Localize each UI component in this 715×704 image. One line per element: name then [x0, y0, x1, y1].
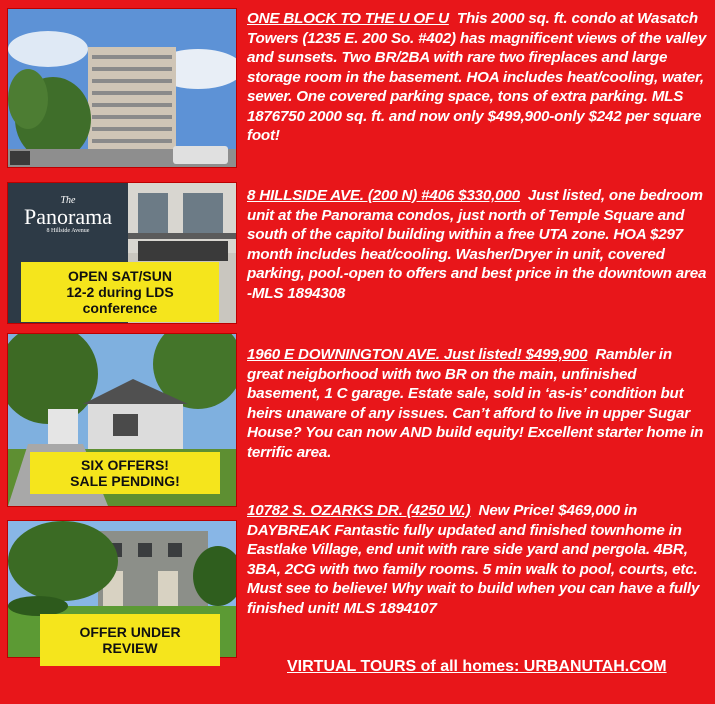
- sign-the: The: [60, 195, 76, 206]
- listing-heading: 8 HILLSIDE AVE. (200 N) #406 $330,000: [247, 187, 520, 204]
- listing-body: Rambler in great neigborhood with two BR on the main, unfinished basement, 1 C garage. Estate sale, sold in ‘as-is’ condition but heirs unaware of any issues. Can’t afford to live in upper Sugar House? You can now AND build equity! Excellent starter home in terrific area.: [247, 346, 704, 461]
- virtual-tours-link[interactable]: VIRTUAL TOURS of all homes: URBANUTAH.COM: [287, 658, 667, 675]
- tag-six-offers: [30, 452, 220, 494]
- tag-offer-under-review: [40, 614, 220, 666]
- listing-heading: ONE BLOCK TO THE U OF U: [247, 10, 449, 27]
- listing-downington: [247, 345, 707, 462]
- listing-ozarks: [247, 501, 707, 618]
- tag-line: SIX OFFERS!: [81, 457, 169, 473]
- tag-open-house: [21, 262, 219, 322]
- photo-wasatch-towers: [7, 8, 237, 168]
- listing-body: Just listed, one bedroom unit at the Panorama condos, just north of Temple Square and south of the capitol building within a free UTA zone. HOA $297 month includes heat/cooling. Washer/Dryer in unit, covered parking, pool.-open to offers and best price in the downtown area -MLS 1894308: [247, 187, 707, 302]
- listing-body: This 2000 sq. ft. condo at Wasatch Towers (1235 E. 200 So. #402) has magnificent views of the valley and sunsets. Two BR/2BA with rare two fireplaces and large storage room in the basement. HOA includes heat/cooling, water, sewer. One covered parking space, tons of extra parking. MLS 1876750 2000 sq. ft. and now only $499,900-only $242 per square foot!: [247, 10, 707, 144]
- listing-wasatch-towers: [247, 9, 707, 146]
- tag-line: OFFER UNDER: [79, 624, 181, 640]
- tag-line: 12-2 during LDS: [66, 284, 174, 300]
- tag-line: OPEN SAT/SUN: [68, 268, 172, 284]
- tag-line: SALE PENDING!: [70, 473, 180, 489]
- tag-line: conference: [82, 300, 158, 316]
- sign-address: 8 Hillside Avenue: [46, 228, 90, 234]
- listing-heading: 10782 S. OZARKS DR. (4250 W.): [247, 502, 471, 519]
- sign-name: Panorama: [24, 204, 112, 229]
- listing-hillside: [247, 186, 707, 303]
- listing-body: New Price! $469,000 in DAYBREAK Fantastic fully updated and finished townhome in Eastlake Village, end unit with rare side yard and pergola. 4BR, 3BA, 2CG with two family rooms. 5 min walk to pool, courts, etc. Must see to believe! Why wait to build when you can have a fully finished unit! MLS 1894107: [247, 502, 700, 617]
- listing-heading: 1960 E DOWNINGTON AVE. Just listed! $499,900: [247, 346, 588, 363]
- tag-line: REVIEW: [102, 640, 158, 656]
